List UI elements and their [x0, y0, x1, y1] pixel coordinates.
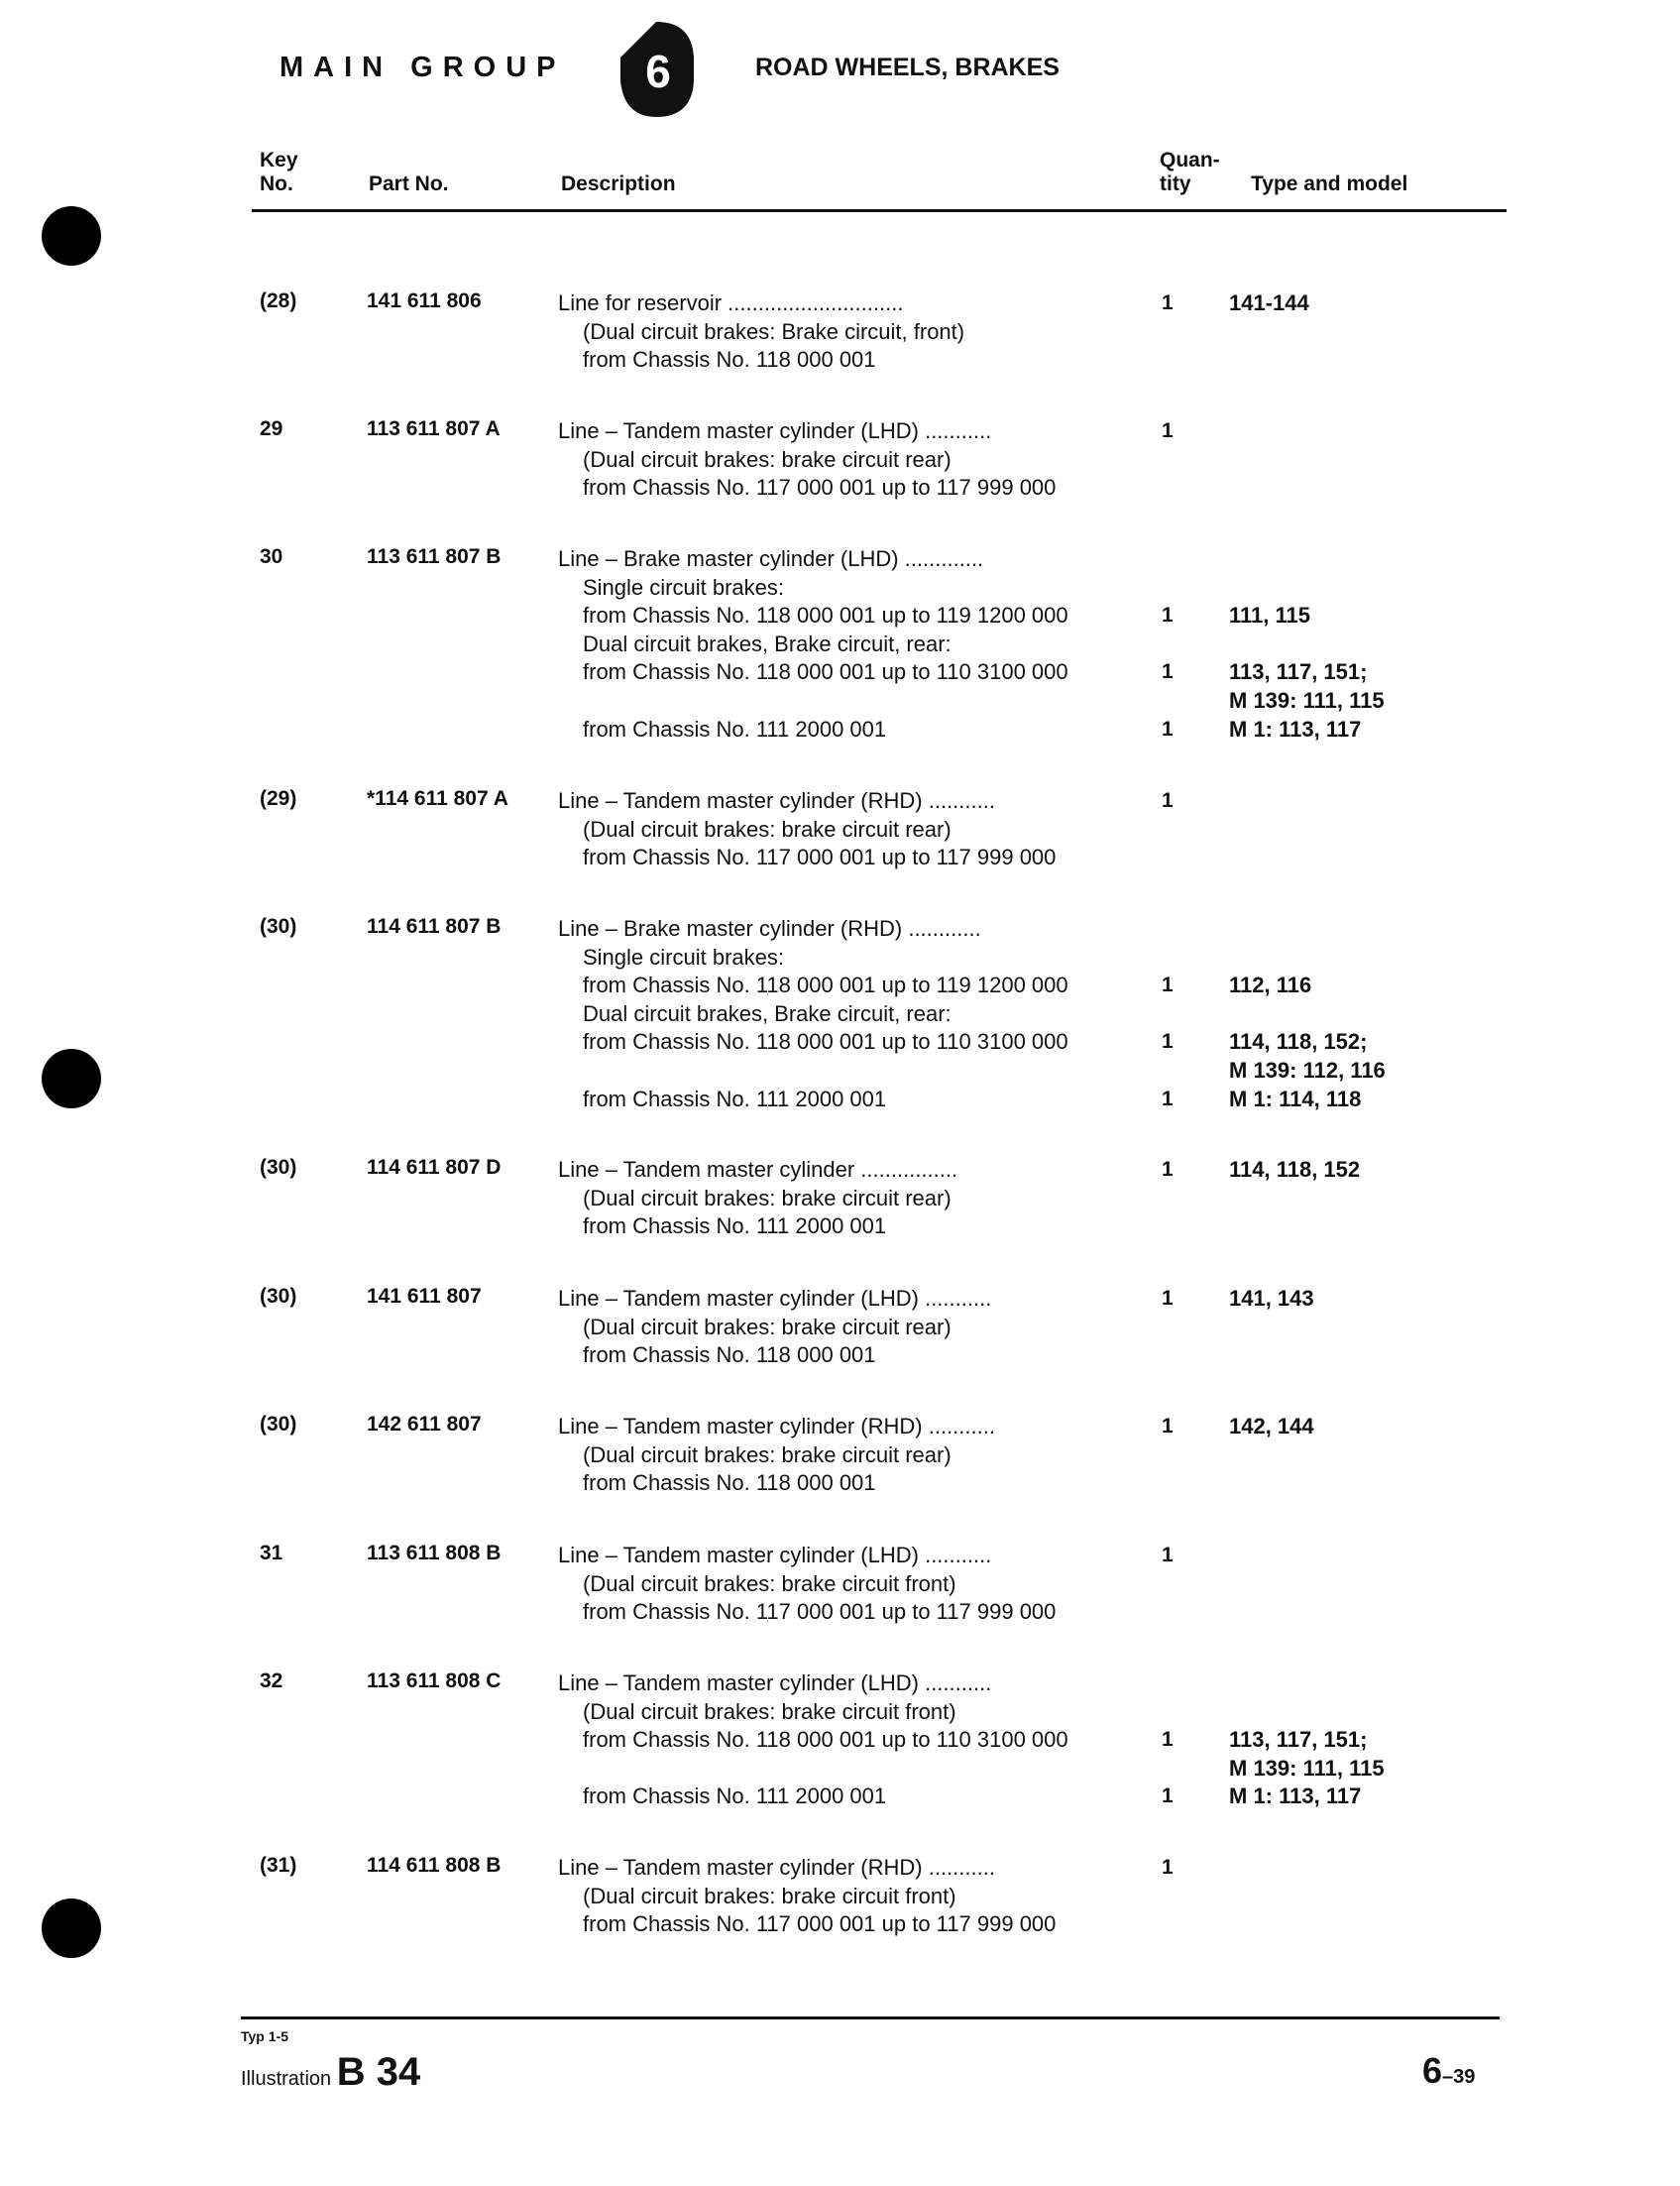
type-and-model — [1229, 1910, 1487, 1939]
description-line: from Chassis No. 117 000 001 up to 117 999 000 — [583, 475, 1057, 501]
description — [558, 787, 1123, 872]
type-and-model — [1229, 545, 1487, 574]
type-and-model: M 139: 112, 116 — [1229, 1057, 1386, 1083]
quantity — [1162, 318, 1191, 347]
part-number: 113 611 808 C — [367, 1669, 502, 1692]
quantity-column — [1162, 787, 1191, 872]
type-model-column — [1229, 915, 1487, 1113]
description — [558, 1854, 1123, 1939]
quantity-column — [1162, 915, 1191, 1113]
quantity: 1 — [1162, 717, 1174, 741]
type-and-model — [1229, 1698, 1487, 1727]
description-line: (Dual circuit brakes: brake circuit rear) — [583, 1441, 952, 1467]
description-line: Dual circuit brakes, Brake circuit, rear: — [583, 1000, 952, 1026]
type-model-column — [1229, 545, 1487, 744]
description-line: from Chassis No. 111 2000 001 — [583, 716, 887, 742]
quantity — [1162, 1212, 1191, 1241]
type-and-model: 112, 116 — [1229, 973, 1312, 998]
type-and-model — [1229, 318, 1487, 347]
description — [558, 915, 1123, 1113]
type-and-model — [1229, 787, 1487, 816]
quantity — [1162, 1669, 1191, 1698]
quantity — [1162, 1570, 1191, 1599]
description — [558, 1413, 1123, 1498]
description-line: Line – Tandem master cylinder (RHD) ........... — [558, 788, 995, 813]
type-and-model: M 139: 111, 115 — [1229, 687, 1385, 713]
quantity — [1162, 631, 1191, 659]
type-and-model — [1229, 574, 1487, 603]
type-and-model — [1229, 816, 1487, 845]
quantity: 1 — [1162, 789, 1174, 812]
description-line: Single circuit brakes: — [583, 574, 784, 600]
description-line: from Chassis No. 118 000 001 up to 110 3100 000 — [583, 1029, 1068, 1055]
quantity — [1162, 1698, 1191, 1727]
quantity — [1162, 1755, 1191, 1783]
quantity-column — [1162, 1542, 1191, 1627]
type-and-model: M 139: 111, 115 — [1229, 1755, 1385, 1781]
type-and-model — [1229, 474, 1487, 503]
illustration-number: B 34 — [336, 2050, 421, 2094]
quantity: 1 — [1162, 1728, 1174, 1752]
type-and-model: 142, 144 — [1229, 1414, 1314, 1438]
description-line: (Dual circuit brakes: brake circuit front) — [583, 1698, 956, 1724]
key-number: (31) — [260, 1854, 297, 1877]
quantity — [1162, 545, 1191, 574]
type-model-column — [1229, 1285, 1487, 1370]
description-line: from Chassis No. 118 000 001 up to 119 1200 000 — [583, 603, 1068, 629]
part-number: 113 611 808 B — [367, 1542, 502, 1564]
type-and-model — [1229, 1669, 1487, 1698]
type-model-column — [1229, 1854, 1487, 1939]
quantity — [1162, 1057, 1191, 1086]
quantity — [1162, 1910, 1191, 1939]
quantity-column — [1162, 289, 1191, 375]
type-and-model — [1229, 1314, 1487, 1342]
section-title: ROAD WHEELS, BRAKES — [755, 54, 1060, 81]
type-and-model — [1229, 417, 1487, 446]
quantity-column — [1162, 1413, 1191, 1498]
description-line: from Chassis No. 111 2000 001 — [583, 1086, 887, 1111]
description-line: from Chassis No. 111 2000 001 — [583, 1213, 887, 1239]
quantity-column — [1162, 1156, 1191, 1241]
description-line: Line – Tandem master cylinder (LHD) ........... — [558, 1543, 992, 1567]
description-line: Line – Tandem master cylinder (RHD) ........... — [558, 1855, 995, 1880]
description — [558, 1669, 1123, 1811]
type-and-model: 113, 117, 151; — [1229, 1727, 1368, 1753]
type-and-model — [1229, 1542, 1487, 1570]
part-number: 114 611 807 D — [367, 1156, 502, 1179]
description — [558, 289, 1123, 375]
quantity: 1 — [1162, 604, 1174, 628]
key-number: 31 — [260, 1542, 283, 1564]
quantity: 1 — [1162, 1158, 1174, 1181]
key-number: 29 — [260, 417, 283, 440]
type-model-column — [1229, 787, 1487, 872]
quantity: 1 — [1162, 1415, 1174, 1438]
quantity: 1 — [1162, 1087, 1174, 1110]
type-and-model — [1229, 1469, 1487, 1498]
illustration-label: Illustration — [241, 2068, 332, 2090]
quantity — [1162, 915, 1191, 944]
description-line: Line – Tandem master cylinder (LHD) ........... — [558, 1670, 992, 1695]
quantity: 1 — [1162, 1030, 1174, 1054]
description-column-header: Description — [561, 173, 676, 195]
description-line: (Dual circuit brakes: brake circuit front) — [583, 1570, 956, 1596]
part-number: *114 611 807 A — [367, 787, 508, 810]
key-number: (30) — [260, 1413, 297, 1436]
main-group-heading: MAIN GROUP — [280, 52, 566, 83]
quantity — [1162, 1000, 1191, 1029]
description-line: from Chassis No. 117 000 001 up to 117 999 000 — [583, 845, 1057, 870]
page-number: 6–39 — [1422, 2050, 1476, 2091]
quantity: 1 — [1162, 1856, 1174, 1879]
description-line: (Dual circuit brakes: brake circuit rear) — [583, 1185, 952, 1210]
illustration-reference — [241, 2050, 420, 2095]
quantity — [1162, 1341, 1191, 1370]
part-number: 141 611 806 — [367, 289, 482, 312]
description-line: Line – Tandem master cylinder (LHD) ........... — [558, 1286, 992, 1311]
quantity: 1 — [1162, 1784, 1174, 1808]
quantity — [1162, 944, 1191, 973]
type-and-model: 114, 118, 152; — [1229, 1029, 1368, 1055]
description-line: (Dual circuit brakes: Brake circuit, front) — [583, 318, 965, 344]
quantity: 1 — [1162, 1544, 1174, 1566]
type-and-model: 114, 118, 152 — [1229, 1157, 1361, 1182]
type-model-column — [1229, 1542, 1487, 1627]
type-and-model: 141-144 — [1229, 290, 1309, 315]
quantity-column — [1162, 1854, 1191, 1939]
description-line: from Chassis No. 118 000 001 up to 110 3100 000 — [583, 659, 1068, 685]
quantity — [1162, 474, 1191, 503]
quantity-column — [1162, 417, 1191, 503]
quantity — [1162, 446, 1191, 475]
description-line: from Chassis No. 118 000 001 — [583, 347, 876, 373]
description-line: Single circuit brakes: — [583, 944, 784, 970]
type-and-model — [1229, 915, 1487, 944]
description-line: (Dual circuit brakes: brake circuit rear) — [583, 1314, 952, 1339]
description-line: from Chassis No. 118 000 001 up to 110 3100 000 — [583, 1727, 1068, 1753]
part-number: 114 611 807 B — [367, 915, 502, 938]
type-and-model — [1229, 1854, 1487, 1883]
type-model-column — [1229, 1156, 1487, 1241]
description-line — [558, 687, 1123, 716]
type-column-header: Type and model — [1251, 173, 1408, 195]
key-column-header: Key No. — [260, 149, 298, 195]
description-line: from Chassis No. 118 000 001 — [583, 1470, 876, 1496]
description — [558, 1542, 1123, 1627]
type-model-column — [1229, 1413, 1487, 1498]
key-number: (30) — [260, 1285, 297, 1308]
type-and-model — [1229, 346, 1487, 375]
type-and-model: 111, 115 — [1229, 603, 1310, 629]
key-number: (29) — [260, 787, 297, 810]
description-line: from Chassis No. 118 000 001 — [583, 1342, 876, 1368]
quantity — [1162, 816, 1191, 845]
quantity: 1 — [1162, 974, 1174, 997]
footer-rule — [241, 2016, 1500, 2019]
description — [558, 417, 1123, 503]
type-and-model: M 1: 113, 117 — [1229, 1783, 1362, 1809]
type-and-model — [1229, 1598, 1487, 1627]
description-line: Line – Tandem master cylinder ................ — [558, 1157, 958, 1182]
description — [558, 545, 1123, 744]
description-line: from Chassis No. 117 000 001 up to 117 999 000 — [583, 1599, 1057, 1625]
description-line: (Dual circuit brakes: brake circuit front) — [583, 1883, 956, 1908]
part-column-header: Part No. — [369, 173, 449, 195]
description-line: from Chassis No. 118 000 001 up to 119 1200 000 — [583, 973, 1068, 998]
part-number: 113 611 807 B — [367, 545, 502, 568]
part-number: 113 611 807 A — [367, 417, 501, 440]
quantity — [1162, 346, 1191, 375]
quantity — [1162, 1314, 1191, 1342]
description-line: from Chassis No. 111 2000 001 — [583, 1783, 887, 1809]
typ-label: Typ 1-5 — [241, 2028, 288, 2044]
type-and-model — [1229, 844, 1487, 872]
type-and-model — [1229, 1212, 1487, 1241]
part-number: 141 611 807 — [367, 1285, 482, 1308]
part-number: 142 611 807 — [367, 1413, 482, 1436]
key-number: (30) — [260, 1156, 297, 1179]
type-and-model — [1229, 1000, 1487, 1029]
group-number: 6 — [645, 46, 671, 97]
description-line: from Chassis No. 117 000 001 up to 117 999 000 — [583, 1911, 1057, 1937]
description-line: Dual circuit brakes, Brake circuit, rear: — [583, 631, 952, 656]
quantity-column — [1162, 545, 1191, 744]
type-and-model: M 1: 114, 118 — [1229, 1086, 1362, 1111]
description-line: (Dual circuit brakes: brake circuit rear) — [583, 446, 952, 472]
description-line — [558, 1057, 1123, 1086]
quantity — [1162, 1441, 1191, 1470]
quantity — [1162, 1883, 1191, 1911]
quantity: 1 — [1162, 419, 1174, 442]
quantity-column — [1162, 1285, 1191, 1370]
type-and-model: M 1: 113, 117 — [1229, 716, 1362, 742]
quantity-column — [1162, 1669, 1191, 1811]
description-line: Line for reservoir ............................. — [558, 290, 904, 315]
quantity-column-header: Quan- tity — [1160, 149, 1220, 195]
type-model-column — [1229, 1669, 1487, 1811]
key-number: 30 — [260, 545, 283, 568]
type-and-model — [1229, 1570, 1487, 1599]
type-and-model — [1229, 1185, 1487, 1213]
description-line: Line – Tandem master cylinder (LHD) ........... — [558, 418, 992, 443]
type-and-model — [1229, 1441, 1487, 1470]
type-and-model — [1229, 1883, 1487, 1911]
key-number: (28) — [260, 289, 297, 312]
description-line: (Dual circuit brakes: brake circuit rear) — [583, 816, 952, 842]
type-and-model — [1229, 631, 1487, 659]
key-number: 32 — [260, 1669, 283, 1692]
quantity: 1 — [1162, 291, 1174, 314]
type-and-model: 113, 117, 151; — [1229, 659, 1368, 685]
type-model-column — [1229, 289, 1487, 375]
type-and-model — [1229, 944, 1487, 973]
description-line: Line – Brake master cylinder (RHD) ............ — [558, 916, 981, 941]
description — [558, 1156, 1123, 1241]
description-line — [558, 1755, 1123, 1783]
description-line: Line – Tandem master cylinder (RHD) ........... — [558, 1414, 995, 1438]
quantity — [1162, 1185, 1191, 1213]
quantity: 1 — [1162, 1287, 1174, 1310]
description-line: Line – Brake master cylinder (LHD) ............. — [558, 546, 984, 571]
type-and-model — [1229, 446, 1487, 475]
description — [558, 1285, 1123, 1370]
type-and-model — [1229, 1341, 1487, 1370]
part-number: 114 611 808 B — [367, 1854, 502, 1877]
quantity — [1162, 1469, 1191, 1498]
quantity — [1162, 687, 1191, 716]
quantity — [1162, 844, 1191, 872]
quantity — [1162, 574, 1191, 603]
type-model-column — [1229, 417, 1487, 503]
quantity: 1 — [1162, 660, 1174, 684]
quantity — [1162, 1598, 1191, 1627]
type-and-model: 141, 143 — [1229, 1286, 1314, 1311]
key-number: (30) — [260, 915, 297, 938]
